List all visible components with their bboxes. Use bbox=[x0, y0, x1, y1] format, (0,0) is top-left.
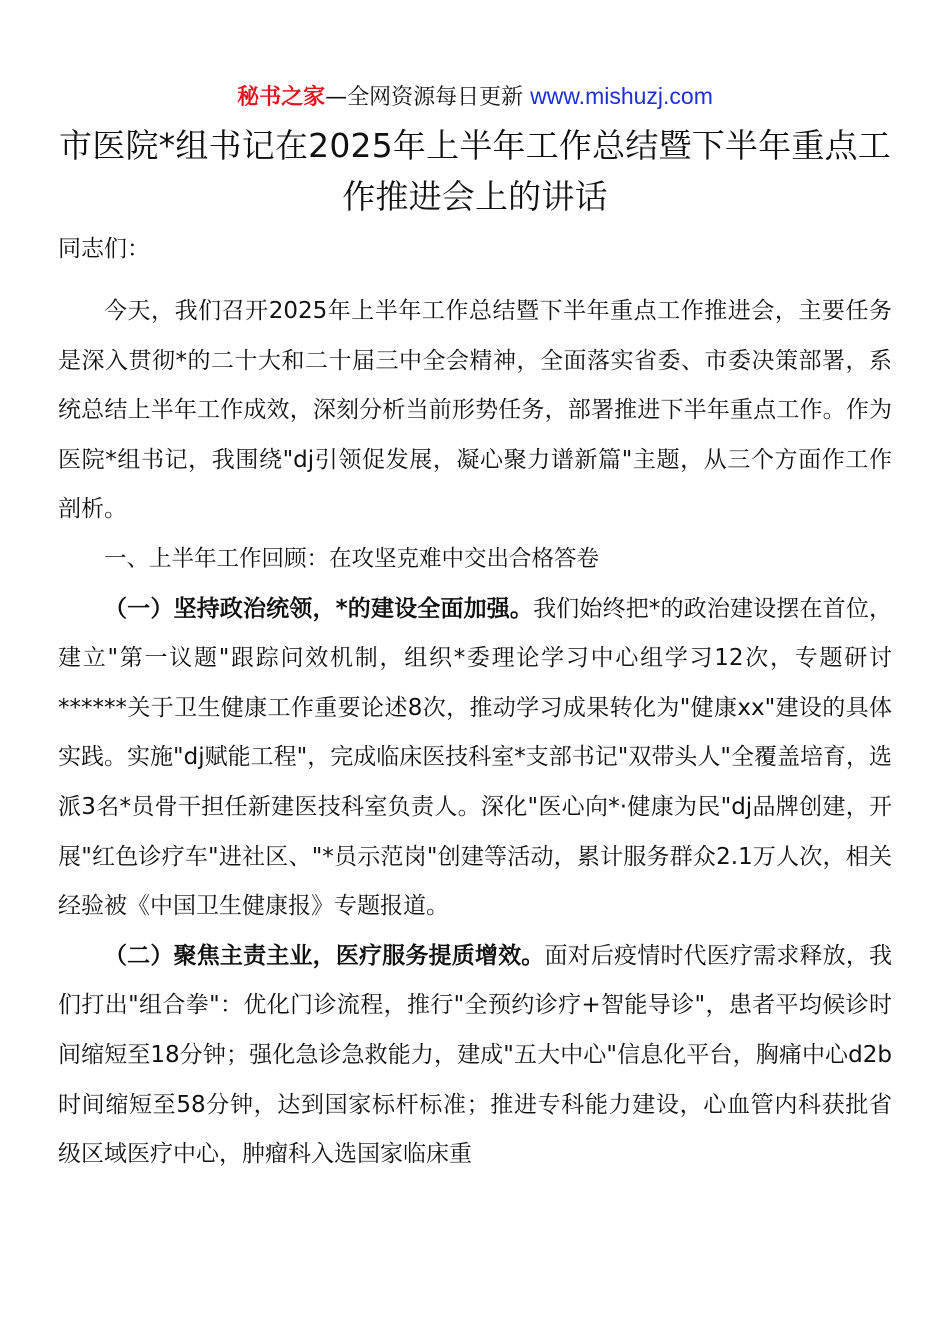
section-item-2 bbox=[58, 932, 892, 1180]
intro-paragraph: 今天，我们召开2025年上半年工作总结暨下半年重点工作推进会，主要任务是深入贯彻*的二十大和二十届三中全会精神，全面落实省委、市委决策部署，系统总结上半年工作成效，深刻分析当前形势任务，部署推进下半年重点工作。作为医院*组书记，我围绕"dj引领促发展，凝心聚力谱新篇"主题，从三个方面作工作剖析。 bbox=[58, 298, 892, 523]
section-item-1 bbox=[58, 585, 892, 932]
site-header bbox=[58, 78, 892, 114]
subheading-2: （二）聚焦主责主业，医疗服务提质增效。 bbox=[104, 942, 545, 969]
subheading-1: （一）坚持政治统领，*的建设全面加强。 bbox=[104, 595, 534, 622]
section-heading: 一、上半年工作回顾：在攻坚克难中交出合格答卷 bbox=[104, 545, 600, 572]
salutation: 同志们： bbox=[58, 236, 150, 262]
document-page bbox=[58, 78, 892, 1180]
body-1: 我们始终把*的政治建设摆在首位，建立"第一议题"跟踪问效机制，组织*委理论学习中心组学习12次，专题研讨******关于卫生健康工作重要论述8次，推动学习成果转化为"健康xx"建设的具体实践。实施"dj赋能工程"，完成临床医技科室*支部书记"双带头人"全覆盖培育，选派3名*员骨干担任新建医技科室负责人。深化"医心向*·健康为民"dj品牌创建，开展"红色诊疗车"进社区、"*员示范岗"创建等活动，累计服务群众2.1万人次，相关经验被《中国卫生健康报》专题报道。 bbox=[58, 595, 893, 920]
site-url-link[interactable]: www.mishuzj.com bbox=[530, 83, 713, 109]
site-tagline: —全网资源每日更新 bbox=[325, 85, 531, 110]
document-title: 市医院*组书记在2025年上半年工作总结暨下半年重点工作推进会上的讲话 bbox=[59, 126, 891, 216]
site-name: 秘书之家 bbox=[237, 85, 326, 110]
body-2: 面对后疫情时代医疗需求释放，我们打出"组合拳"：优化门诊流程，推行"全预约诊疗+智能导诊"，患者平均候诊时间缩短至18分钟；强化急诊急救能力，建成"五大中心"信息化平台，胸痛中心d2b时间缩短至58分钟，达到国家标杆标准；推进专科能力建设，心血管内科获批省级区域医疗中心，肿瘤科入选国家临床重 bbox=[58, 942, 893, 1168]
